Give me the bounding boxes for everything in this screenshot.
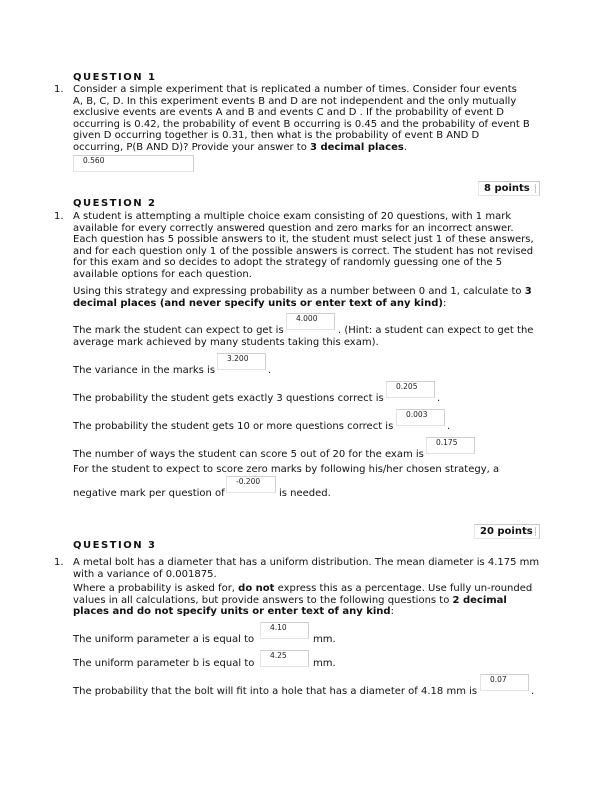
q2-zero-line1: For the student to expect to score zero marks by following his/her chosen strategy, a: [73, 464, 500, 475]
question-1-line: Consider a simple experiment that is replicated a number of times. Consider four events: [73, 84, 517, 95]
q3-b-answer-field[interactable]: 4.25: [260, 650, 309, 667]
q2-zero-suffix: is needed.: [279, 488, 331, 499]
q3-b-prefix: The uniform parameter b is equal to: [73, 658, 255, 669]
question-1-line: exclusive events are events A and B and events C and D . If the probability of event D: [73, 107, 504, 118]
q2-exact3-prefix: The probability the student gets exactly 3 questions correct is: [73, 393, 384, 404]
question-3-text: [73, 557, 543, 580]
question-2-text: [73, 211, 543, 280]
question-1-number: 1.: [54, 84, 64, 95]
q3-a-answer-field[interactable]: 4.10: [260, 622, 309, 639]
q3-b-suffix: mm.: [313, 658, 336, 669]
q2-mark-prefix: The mark the student can expect to get is: [73, 325, 284, 336]
question-2-line: available for every correctly answered question and zero marks for an incorrect answer.: [73, 222, 514, 234]
question-3-instructions: Where a probability is asked for, do not express this as a percentage. Use fully un-rounded values in all calculations, but provide answers to the following questions to 2 decimal places and do not specify units or enter text of any kind:: [73, 583, 533, 617]
q2-variance-suffix: .: [268, 365, 272, 376]
q2-ten-answer-field[interactable]: 0.003: [396, 409, 445, 426]
question-1-precision: 3 decimal places: [310, 141, 404, 153]
q2-ways-answer-field[interactable]: 0.175: [426, 437, 475, 454]
q1-points-badge: 8 points: [478, 181, 540, 196]
q2-zero-prefix: negative mark per question of: [73, 488, 225, 499]
q2-ways-prefix: The number of ways the student can score 5 out of 20 for the exam is: [73, 449, 424, 460]
question-2-line: A student is attempting a multiple choice exam consisting of 20 questions, with 1 mark: [73, 211, 512, 222]
question-1-line: A, B, C, D. In this experiment events B and D are not independent and the only mutually: [73, 95, 517, 107]
question-2-line: Each question has 5 possible answers to it, the student must select just 1 of these answers,: [73, 234, 534, 245]
q2-ten-suffix: .: [447, 421, 451, 432]
q3-a-suffix: mm.: [313, 634, 336, 645]
q3-prob-suffix: .: [531, 686, 535, 697]
q3-a-prefix: The uniform parameter a is equal to: [73, 634, 255, 645]
question-1-line: occurring, P(B AND D)? Provide your answer to 3 decimal places.: [73, 141, 407, 153]
q1-answer-field[interactable]: 0.560: [73, 155, 194, 172]
question-2-line: available options for each question.: [73, 268, 252, 280]
question-3-heading: QUESTION 3: [73, 540, 157, 551]
q2-variance-answer-field[interactable]: 3.200: [217, 353, 266, 370]
question-1-heading: QUESTION 1: [73, 72, 157, 83]
q2-mark-suffix: . (Hint: a student can expect to get the: [338, 325, 534, 336]
q3-prob-answer-field[interactable]: 0.07: [480, 674, 529, 691]
question-2-line: and for each question only 1 of the possible answers is correct. The student has not revised: [73, 245, 534, 257]
question-3-line: with a variance of 0.001875.: [73, 568, 217, 580]
q2-ten-prefix: The probability the student gets 10 or more questions correct is: [73, 421, 394, 432]
question-2-number: 1.: [54, 211, 64, 222]
question-3-line: A metal bolt has a diameter that has a uniform distribution. The mean diameter is 4.175 mm: [73, 557, 540, 568]
q3-prob-prefix: The probability that the bolt will fit into a hole that has a diameter of 4.18 mm is: [73, 686, 478, 697]
question-2-instructions: Using this strategy and expressing probability as a number between 0 and 1, calculate to 3 decimal places (and never specify units or enter text of any kind):: [73, 286, 532, 309]
question-1-line: given D occurring together is 0.31, then what is the probability of event B AND D: [73, 130, 480, 141]
q2-exact3-suffix: .: [437, 393, 441, 404]
q2-variance-prefix: The variance in the marks is: [73, 365, 216, 376]
question-3-number: 1.: [54, 557, 64, 568]
question-2-heading: QUESTION 2: [73, 198, 157, 209]
q2-mark-line2: average mark achieved by many students taking this exam).: [73, 337, 379, 348]
q2-exact3-answer-field[interactable]: 0.205: [386, 381, 435, 398]
question-1-line: occurring is 0.42, the probability of event B occurring is 0.45 and the probability of event B: [73, 118, 530, 130]
question-2-line: for this exam and so decides to adopt the strategy of randomly guessing one of the 5: [73, 257, 503, 268]
q2-zero-answer-field[interactable]: -0.200: [226, 476, 276, 493]
q2-mark-answer-field[interactable]: 4.000: [286, 313, 335, 330]
question-1-text: [73, 84, 543, 153]
q2-points-badge: 20 points: [474, 524, 540, 539]
